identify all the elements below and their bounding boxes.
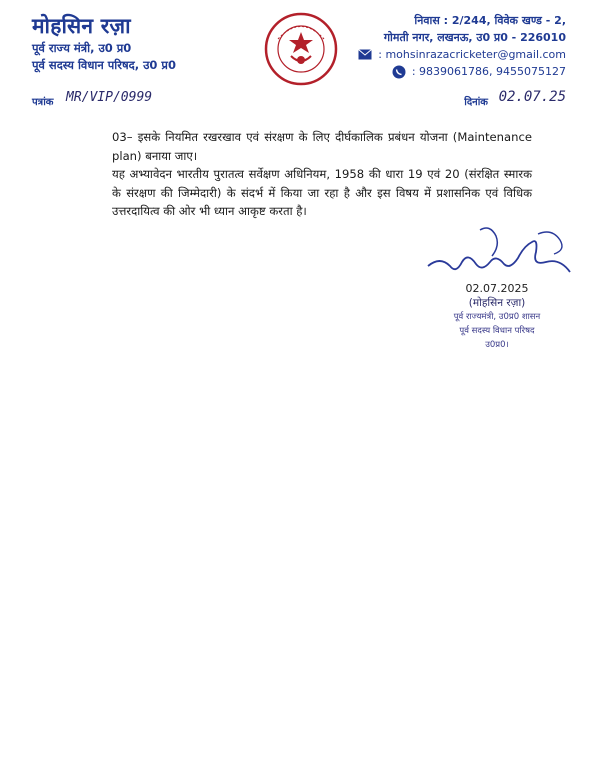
sender-title-2: पूर्व सदस्य विधान परिषद, उ0 प्र0 xyxy=(32,58,176,72)
sender-title-1: पूर्व राज्य मंत्री, उ0 प्र0 xyxy=(32,41,132,55)
signatory-title-1: पूर्व राज्यमंत्री, उ0प्र0 शासन xyxy=(453,312,541,322)
signatory-title-3: उ0प्र0। xyxy=(485,340,509,350)
address-line-1: निवास : 2/244, विवेक खण्ड - 2, xyxy=(414,14,566,27)
up-government-emblem-icon xyxy=(264,12,338,86)
whatsapp-icon xyxy=(392,65,406,79)
reference-number: MR/VIP/0999 xyxy=(66,90,153,105)
sender-name: मोहसिन रज़ा xyxy=(32,14,131,38)
paragraph-2: यह अभ्यावेदन भारतीय पुरातत्व सर्वेक्षण अधिनियम, 1958 की धारा 19 एवं 20 (संरक्षित स्मारक के संरक्षण की जिम्मेदारी) के संदर्भ में किया जा रहा है और इस विषय में प्रशासनिक एवं विधिक उत्तरदायित्व की ओर भी ध्यान आकृष्ट करता है। xyxy=(112,167,532,218)
signature-block xyxy=(432,282,562,352)
signature-date: 02.07.2025 xyxy=(465,282,529,295)
letter-body xyxy=(112,128,532,221)
letterhead-left xyxy=(32,12,176,74)
reference-row xyxy=(32,89,566,112)
email-text: : mohsinrazacricketer@gmail.com xyxy=(378,48,566,61)
letter-date: 02.07.25 xyxy=(498,89,566,105)
reference-label: पत्रांक xyxy=(32,97,54,108)
signatory-title-2: पूर्व सदस्य विधान परिषद xyxy=(459,326,535,336)
paragraph-1: 03– इसके नियमित रखरखाव एवं संरक्षण के लिए दीर्घकालिक प्रबंधन योजना (Maintenance plan) बनाया जाए। xyxy=(112,130,532,163)
phone-text: : 9839061786, 9455075127 xyxy=(411,65,566,78)
address-line-2: गोमती नगर, लखनऊ, उ0 प्र0 - 226010 xyxy=(383,31,566,44)
letterhead-right xyxy=(358,12,566,80)
date-label: दिनांक xyxy=(464,97,488,108)
phone-row xyxy=(358,63,566,80)
email-row xyxy=(358,46,566,63)
signatory-name: (मोहसिन रज़ा) xyxy=(468,297,526,309)
mail-icon xyxy=(358,49,372,60)
